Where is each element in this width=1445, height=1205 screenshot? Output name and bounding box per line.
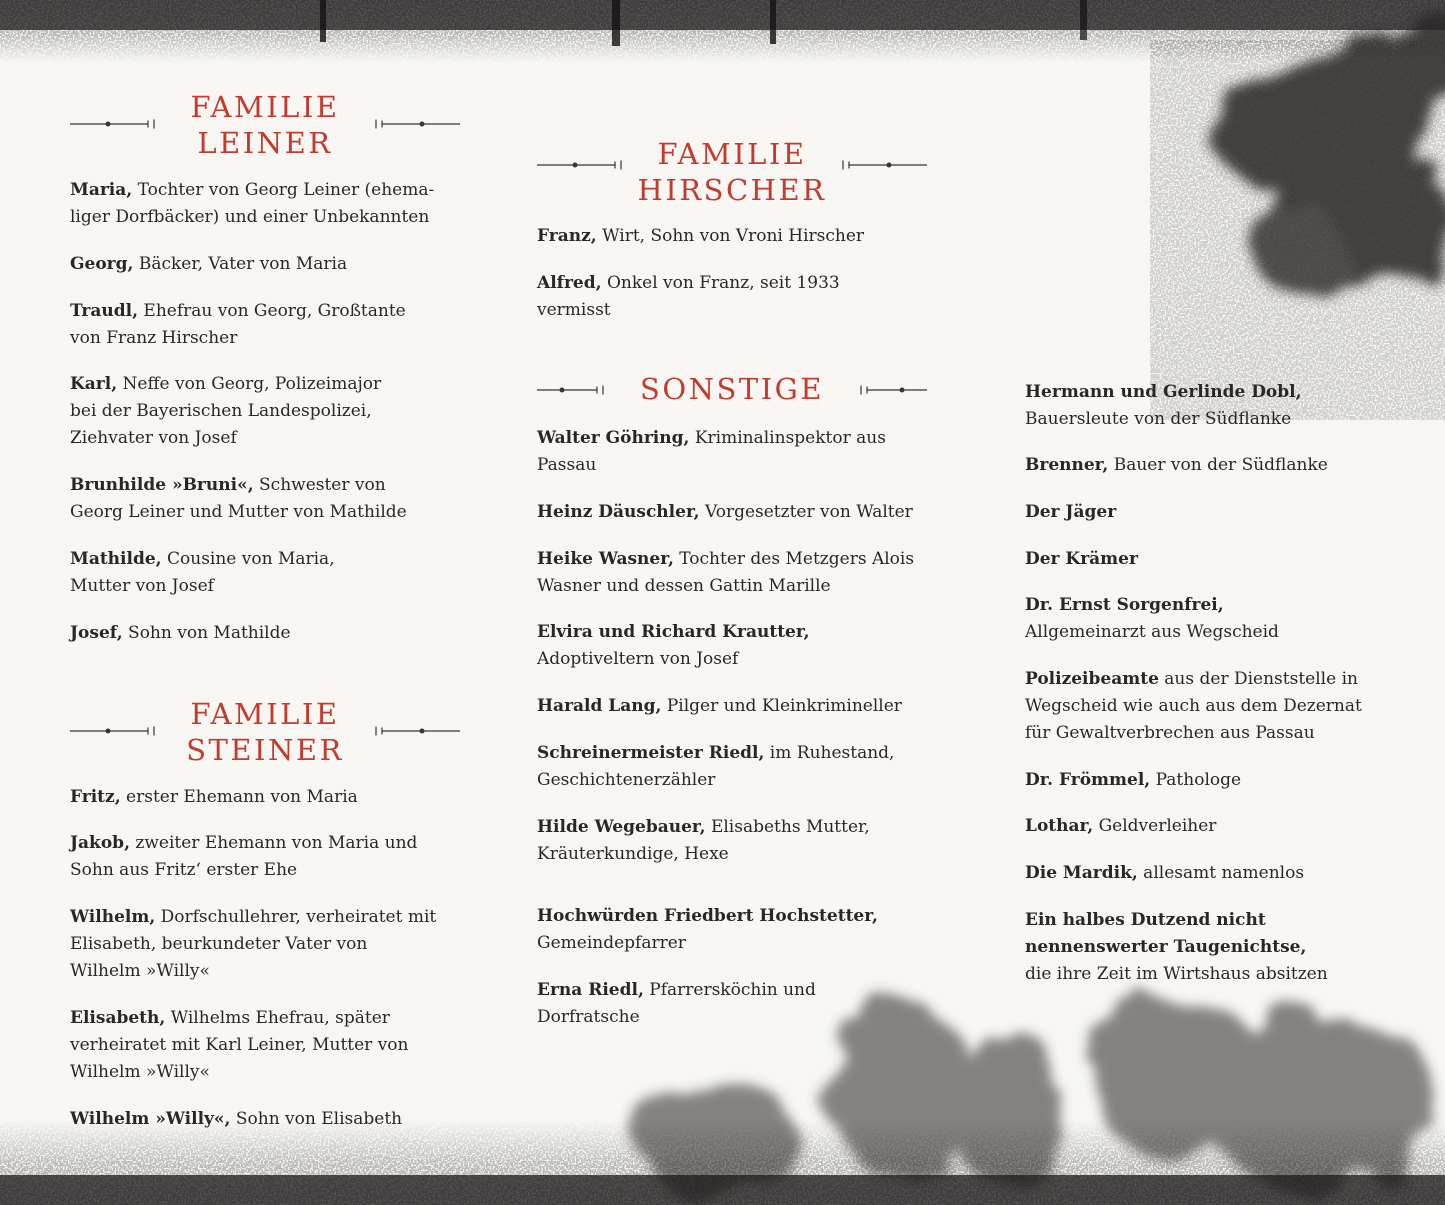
character-description: Bäcker, Vater von Maria	[133, 254, 348, 274]
character-name: Hilde Wegebauer,	[537, 817, 706, 837]
heading-line: FAMILIE	[657, 137, 807, 171]
character-name: Walter Göhring,	[537, 428, 690, 448]
character-description: Sohn von Mathilde	[122, 623, 291, 643]
character-description: Neffe von Georg, Polizeimajor	[117, 374, 382, 394]
character-entry	[537, 425, 927, 479]
character-description: Sohn von Elisabeth	[230, 1109, 403, 1129]
character-description: verheiratet mit Karl Leiner, Mutter von	[70, 1035, 409, 1055]
character-name: Hermann und Gerlinde Dobl,	[1025, 382, 1302, 402]
character-entry	[537, 740, 927, 794]
character-name: Traudl,	[70, 301, 139, 321]
character-description: Wilhelm »Willy«	[70, 1062, 210, 1082]
character-description: zweiter Ehemann von Maria und	[129, 833, 418, 853]
character-name: nennenswerter Taugenichtse,	[1025, 937, 1307, 957]
character-name: Brenner,	[1025, 455, 1109, 475]
character-entry	[1025, 666, 1425, 747]
character-description: Geschichtenerzähler	[537, 770, 716, 790]
character-entry	[1025, 546, 1425, 573]
character-description: im Ruhestand,	[764, 743, 895, 763]
character-entry	[1025, 499, 1425, 526]
character-entry	[70, 251, 460, 278]
character-entry	[70, 1106, 460, 1133]
character-description: aus der Dienststelle in	[1158, 669, 1358, 689]
character-description: Tochter von Georg Leiner (ehema-	[132, 180, 435, 200]
character-entry	[70, 298, 460, 352]
character-description: Mutter von Josef	[70, 576, 214, 596]
character-description: Wilhelms Ehefrau, später	[165, 1008, 390, 1028]
character-description: Gemeindepfarrer	[537, 933, 686, 953]
character-name: Mathilde,	[70, 549, 162, 569]
character-description: Schwester von	[253, 475, 386, 495]
character-description: Bauer von der Südflanke	[1108, 455, 1328, 475]
character-entry	[537, 903, 927, 957]
character-description: Kräuterkundige, Hexe	[537, 844, 729, 864]
character-entry	[70, 177, 460, 231]
character-description: liger Dorfbäcker) und einer Unbekannten	[70, 207, 430, 227]
character-description: Passau	[537, 455, 597, 475]
character-name: Georg,	[70, 254, 134, 274]
character-description: allesamt namenlos	[1137, 863, 1305, 883]
character-entry	[537, 546, 927, 600]
ornament-right	[827, 385, 927, 395]
character-description: Wilhelm »Willy«	[70, 961, 210, 981]
character-description: erster Ehemann von Maria	[120, 787, 358, 807]
heading-line: HIRSCHER	[637, 173, 827, 207]
heading-line: FAMILIE	[190, 697, 340, 731]
character-description: Pathologe	[1150, 770, 1242, 790]
ornament-right	[360, 726, 460, 736]
character-description: Dorfratsche	[537, 1007, 640, 1027]
character-entry	[537, 270, 927, 324]
character-entry	[70, 830, 460, 884]
character-name: Lothar,	[1025, 816, 1094, 836]
character-description: Ehefrau von Georg, Großtante	[138, 301, 406, 321]
character-name: Wilhelm »Willy«,	[70, 1109, 231, 1129]
character-name: Josef,	[70, 623, 123, 643]
character-description: Kriminalinspektor aus	[689, 428, 886, 448]
character-description: von Franz Hirscher	[70, 328, 238, 348]
heading-sonstige	[537, 371, 927, 407]
character-name: Hochwürden Friedbert Hochstetter,	[537, 906, 878, 926]
character-description: Pilger und Kleinkrimineller	[661, 696, 902, 716]
character-description: Wegscheid wie auch aus dem Dezernat	[1025, 696, 1362, 716]
ornament-right	[827, 160, 927, 170]
character-entry	[537, 499, 927, 526]
character-name: Schreinermeister Riedl,	[537, 743, 765, 763]
character-description: Sohn aus Fritz‘ erster Ehe	[70, 860, 298, 880]
character-description: Elisabeths Mutter,	[705, 817, 870, 837]
character-entry	[1025, 592, 1425, 646]
character-description: Adoptiveltern von Josef	[537, 649, 739, 669]
character-name: Fritz,	[70, 787, 121, 807]
character-description: Wasner und dessen Gattin Marille	[537, 576, 831, 596]
character-name: Harald Lang,	[537, 696, 662, 716]
character-name: Polizeibeamte	[1025, 669, 1159, 689]
character-description: bei der Bayerischen Landespolizei,	[70, 401, 372, 421]
character-entry	[70, 546, 460, 600]
character-description: Ziehvater von Josef	[70, 428, 237, 448]
character-description: Bauersleute von der Südflanke	[1025, 409, 1292, 429]
character-entry	[537, 814, 927, 868]
character-name: Karl,	[70, 374, 118, 394]
character-description: Pfarrersköchin und	[643, 980, 816, 1000]
heading-familie-hirscher	[537, 136, 927, 208]
character-entry	[70, 472, 460, 526]
character-entry	[1025, 379, 1425, 433]
character-name: Der Krämer	[1025, 549, 1138, 569]
character-name: Dr. Frömmel,	[1025, 770, 1151, 790]
heading-line: FAMILIE	[190, 90, 340, 124]
character-description: Onkel von Franz, seit 1933	[601, 273, 840, 293]
character-name: Die Mardik,	[1025, 863, 1138, 883]
character-description: Georg Leiner und Mutter von Mathilde	[70, 502, 407, 522]
heading-familie-steiner	[70, 696, 460, 768]
character-name: Heike Wasner,	[537, 549, 674, 569]
ornament-left	[70, 119, 170, 129]
character-name: Franz,	[537, 226, 597, 246]
character-description: Elisabeth, beurkundeter Vater von	[70, 934, 368, 954]
character-description: Allgemeinarzt aus Wegscheid	[1025, 622, 1279, 642]
character-description: vermisst	[537, 300, 611, 320]
character-name: Elisabeth,	[70, 1008, 166, 1028]
character-entry	[1025, 452, 1425, 479]
character-name: Maria,	[70, 180, 133, 200]
heading-line: STEINER	[186, 733, 344, 767]
character-name: Erna Riedl,	[537, 980, 644, 1000]
character-name: Alfred,	[537, 273, 602, 293]
heading-familie-leiner	[70, 89, 460, 161]
character-entry	[537, 977, 927, 1031]
heading-line: LEINER	[197, 126, 333, 160]
character-name: Brunhilde »Bruni«,	[70, 475, 254, 495]
character-entry	[1025, 767, 1425, 794]
character-name: Heinz Däuschler,	[537, 502, 700, 522]
character-entry	[70, 620, 460, 647]
character-description: die ihre Zeit im Wirtshaus absitzen	[1025, 964, 1328, 984]
character-name: Der Jäger	[1025, 502, 1117, 522]
character-entry	[70, 904, 460, 985]
ornament-left	[537, 160, 637, 170]
character-entry	[70, 784, 460, 811]
character-description: Wirt, Sohn von Vroni Hirscher	[596, 226, 865, 246]
ornament-left	[70, 726, 170, 736]
character-entry	[70, 1005, 460, 1086]
character-description: für Gewaltverbrechen aus Passau	[1025, 723, 1315, 743]
character-description: Tochter des Metzgers Alois	[673, 549, 915, 569]
character-entry	[537, 223, 927, 250]
character-description: Cousine von Maria,	[161, 549, 335, 569]
ornament-left	[537, 385, 637, 395]
character-name: Elvira und Richard Krautter,	[537, 622, 810, 642]
character-name: Wilhelm,	[70, 907, 156, 927]
character-entry	[1025, 907, 1425, 988]
character-entry	[1025, 860, 1425, 887]
heading-line: SONSTIGE	[639, 372, 825, 406]
character-name: Ein halbes Dutzend nicht	[1025, 910, 1266, 930]
character-description: Dorfschullehrer, verheiratet mit	[155, 907, 437, 927]
character-name: Dr. Ernst Sorgenfrei,	[1025, 595, 1224, 615]
character-entry	[70, 371, 460, 452]
character-name: Jakob,	[70, 833, 130, 853]
character-entry	[537, 693, 927, 720]
character-entry	[537, 619, 927, 673]
character-description: Vorgesetzter von Walter	[699, 502, 913, 522]
character-entry	[1025, 813, 1425, 840]
ornament-right	[360, 119, 460, 129]
character-description: Geldverleiher	[1093, 816, 1217, 836]
